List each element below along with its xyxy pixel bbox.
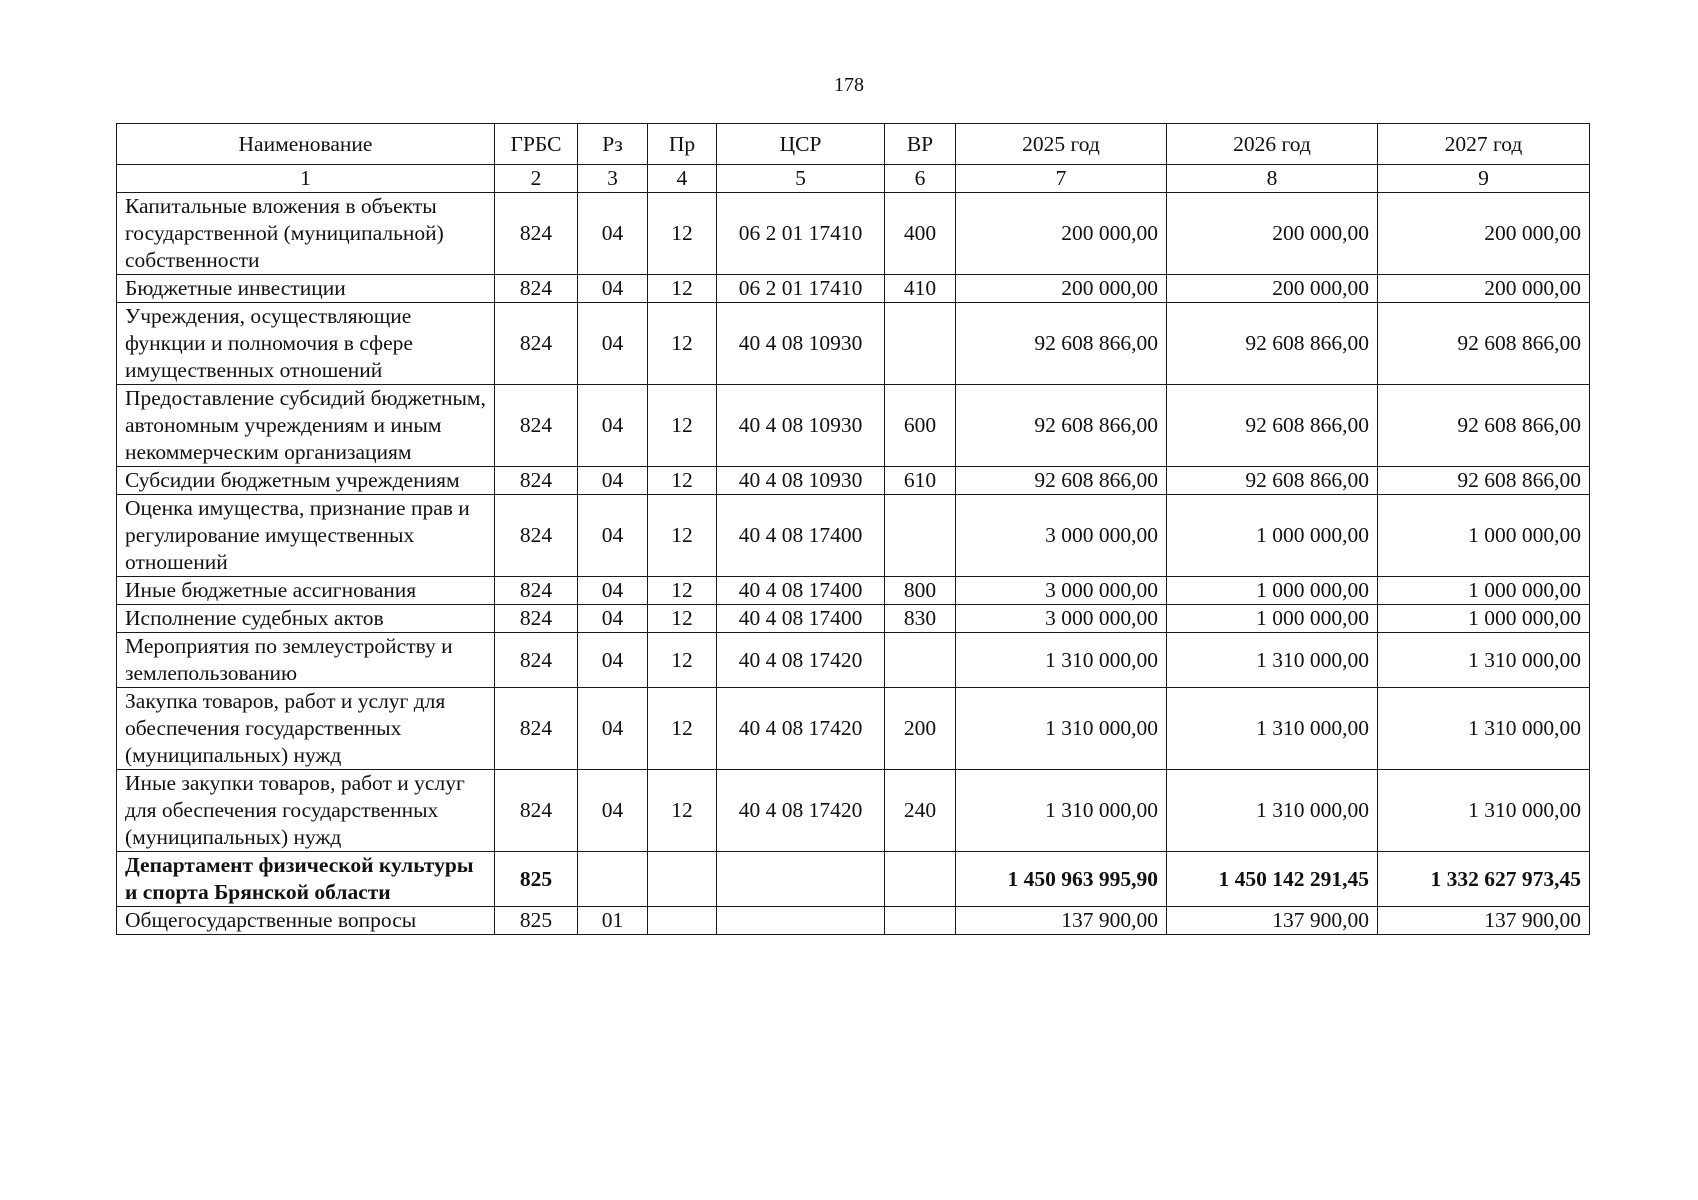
table-row bbox=[117, 907, 1590, 935]
cell-amount-2027: 200 000,00 bbox=[1378, 193, 1590, 275]
cell-amount-2027: 1 000 000,00 bbox=[1378, 605, 1590, 633]
table-row bbox=[117, 467, 1590, 495]
cell-rz: 04 bbox=[578, 385, 648, 467]
table-row bbox=[117, 605, 1590, 633]
header-2025: 2025 год bbox=[956, 124, 1167, 165]
table-row bbox=[117, 303, 1590, 385]
header-pr: Пр bbox=[648, 124, 717, 165]
cell-name: Общегосударственные вопросы bbox=[117, 907, 495, 935]
cell-amount-2025: 3 000 000,00 bbox=[956, 495, 1167, 577]
cell-vr: 600 bbox=[885, 385, 956, 467]
column-number: 2 bbox=[495, 165, 578, 193]
header-2027: 2027 год bbox=[1378, 124, 1590, 165]
cell-vr: 200 bbox=[885, 688, 956, 770]
cell-amount-2026: 92 608 866,00 bbox=[1167, 467, 1378, 495]
header-vr: ВР bbox=[885, 124, 956, 165]
cell-pr: 12 bbox=[648, 633, 717, 688]
header-name: Наименование bbox=[117, 124, 495, 165]
cell-pr bbox=[648, 852, 717, 907]
cell-amount-2027: 1 000 000,00 bbox=[1378, 577, 1590, 605]
cell-amount-2026: 1 000 000,00 bbox=[1167, 605, 1378, 633]
cell-amount-2025: 1 450 963 995,90 bbox=[956, 852, 1167, 907]
cell-amount-2025: 137 900,00 bbox=[956, 907, 1167, 935]
cell-amount-2025: 1 310 000,00 bbox=[956, 633, 1167, 688]
cell-name: Департамент физической культуры и спорта Брянской области bbox=[117, 852, 495, 907]
table-row bbox=[117, 577, 1590, 605]
table-row bbox=[117, 275, 1590, 303]
column-number: 3 bbox=[578, 165, 648, 193]
cell-csr bbox=[717, 852, 885, 907]
table-row bbox=[117, 688, 1590, 770]
cell-grbs: 824 bbox=[495, 633, 578, 688]
cell-grbs: 824 bbox=[495, 577, 578, 605]
cell-name: Иные бюджетные ассигнования bbox=[117, 577, 495, 605]
header-2026: 2026 год bbox=[1167, 124, 1378, 165]
cell-vr bbox=[885, 907, 956, 935]
cell-pr: 12 bbox=[648, 303, 717, 385]
table-row bbox=[117, 633, 1590, 688]
cell-csr: 40 4 08 10930 bbox=[717, 303, 885, 385]
header-grbs: ГРБС bbox=[495, 124, 578, 165]
header-csr: ЦСР bbox=[717, 124, 885, 165]
cell-grbs: 824 bbox=[495, 275, 578, 303]
cell-name: Предоставление субсидий бюджетным, автономным учреждениям и иным некоммерческим организациям bbox=[117, 385, 495, 467]
cell-amount-2026: 200 000,00 bbox=[1167, 275, 1378, 303]
cell-amount-2026: 1 450 142 291,45 bbox=[1167, 852, 1378, 907]
header-row bbox=[117, 124, 1590, 165]
cell-vr bbox=[885, 633, 956, 688]
cell-rz: 04 bbox=[578, 605, 648, 633]
cell-csr: 06 2 01 17410 bbox=[717, 193, 885, 275]
cell-grbs: 824 bbox=[495, 193, 578, 275]
cell-amount-2025: 1 310 000,00 bbox=[956, 770, 1167, 852]
cell-rz: 04 bbox=[578, 770, 648, 852]
column-number: 6 bbox=[885, 165, 956, 193]
cell-pr bbox=[648, 907, 717, 935]
cell-amount-2027: 92 608 866,00 bbox=[1378, 303, 1590, 385]
cell-amount-2026: 1 310 000,00 bbox=[1167, 633, 1378, 688]
cell-vr bbox=[885, 303, 956, 385]
cell-amount-2027: 1 310 000,00 bbox=[1378, 688, 1590, 770]
cell-amount-2026: 1 310 000,00 bbox=[1167, 770, 1378, 852]
column-number: 4 bbox=[648, 165, 717, 193]
cell-name: Закупка товаров, работ и услуг для обеспечения государственных (муниципальных) нужд bbox=[117, 688, 495, 770]
cell-name: Мероприятия по землеустройству и землепользованию bbox=[117, 633, 495, 688]
cell-grbs: 824 bbox=[495, 688, 578, 770]
table-row bbox=[117, 852, 1590, 907]
cell-csr: 40 4 08 10930 bbox=[717, 467, 885, 495]
budget-table bbox=[116, 123, 1590, 935]
cell-pr: 12 bbox=[648, 193, 717, 275]
cell-rz: 04 bbox=[578, 303, 648, 385]
cell-amount-2026: 1 000 000,00 bbox=[1167, 495, 1378, 577]
cell-amount-2026: 200 000,00 bbox=[1167, 193, 1378, 275]
header-rz: Рз bbox=[578, 124, 648, 165]
cell-amount-2027: 1 310 000,00 bbox=[1378, 770, 1590, 852]
cell-amount-2027: 200 000,00 bbox=[1378, 275, 1590, 303]
cell-rz bbox=[578, 852, 648, 907]
cell-rz: 01 bbox=[578, 907, 648, 935]
cell-vr bbox=[885, 852, 956, 907]
table-row bbox=[117, 385, 1590, 467]
cell-pr: 12 bbox=[648, 385, 717, 467]
cell-amount-2026: 1 000 000,00 bbox=[1167, 577, 1378, 605]
cell-rz: 04 bbox=[578, 688, 648, 770]
cell-grbs: 824 bbox=[495, 495, 578, 577]
cell-csr: 40 4 08 17400 bbox=[717, 577, 885, 605]
cell-vr: 240 bbox=[885, 770, 956, 852]
cell-csr: 06 2 01 17410 bbox=[717, 275, 885, 303]
cell-name: Иные закупки товаров, работ и услуг для обеспечения государственных (муниципальных) нужд bbox=[117, 770, 495, 852]
cell-pr: 12 bbox=[648, 688, 717, 770]
cell-amount-2027: 137 900,00 bbox=[1378, 907, 1590, 935]
cell-amount-2027: 1 310 000,00 bbox=[1378, 633, 1590, 688]
cell-grbs: 825 bbox=[495, 907, 578, 935]
cell-grbs: 824 bbox=[495, 385, 578, 467]
cell-grbs: 824 bbox=[495, 770, 578, 852]
table-row bbox=[117, 495, 1590, 577]
cell-grbs: 824 bbox=[495, 467, 578, 495]
cell-rz: 04 bbox=[578, 633, 648, 688]
table-row bbox=[117, 193, 1590, 275]
cell-grbs: 824 bbox=[495, 303, 578, 385]
cell-csr: 40 4 08 17420 bbox=[717, 688, 885, 770]
cell-amount-2026: 137 900,00 bbox=[1167, 907, 1378, 935]
cell-amount-2027: 92 608 866,00 bbox=[1378, 467, 1590, 495]
cell-name: Исполнение судебных актов bbox=[117, 605, 495, 633]
cell-csr: 40 4 08 17400 bbox=[717, 605, 885, 633]
cell-amount-2027: 1 332 627 973,45 bbox=[1378, 852, 1590, 907]
column-number: 9 bbox=[1378, 165, 1590, 193]
cell-csr: 40 4 08 10930 bbox=[717, 385, 885, 467]
cell-amount-2027: 92 608 866,00 bbox=[1378, 385, 1590, 467]
column-number: 5 bbox=[717, 165, 885, 193]
cell-vr: 830 bbox=[885, 605, 956, 633]
cell-amount-2026: 92 608 866,00 bbox=[1167, 303, 1378, 385]
cell-amount-2025: 200 000,00 bbox=[956, 275, 1167, 303]
table-body bbox=[117, 193, 1590, 935]
cell-pr: 12 bbox=[648, 577, 717, 605]
cell-rz: 04 bbox=[578, 495, 648, 577]
cell-rz: 04 bbox=[578, 467, 648, 495]
cell-grbs: 825 bbox=[495, 852, 578, 907]
page-number: 178 bbox=[834, 74, 864, 96]
column-number-row bbox=[117, 165, 1590, 193]
cell-vr: 800 bbox=[885, 577, 956, 605]
cell-amount-2026: 92 608 866,00 bbox=[1167, 385, 1378, 467]
cell-name: Субсидии бюджетным учреждениям bbox=[117, 467, 495, 495]
cell-pr: 12 bbox=[648, 275, 717, 303]
cell-amount-2025: 3 000 000,00 bbox=[956, 577, 1167, 605]
cell-csr bbox=[717, 907, 885, 935]
cell-amount-2025: 1 310 000,00 bbox=[956, 688, 1167, 770]
cell-vr: 400 bbox=[885, 193, 956, 275]
cell-amount-2027: 1 000 000,00 bbox=[1378, 495, 1590, 577]
cell-amount-2025: 3 000 000,00 bbox=[956, 605, 1167, 633]
cell-pr: 12 bbox=[648, 467, 717, 495]
cell-vr: 410 bbox=[885, 275, 956, 303]
cell-name: Оценка имущества, признание прав и регулирование имущественных отношений bbox=[117, 495, 495, 577]
cell-pr: 12 bbox=[648, 605, 717, 633]
cell-csr: 40 4 08 17420 bbox=[717, 633, 885, 688]
cell-name: Учреждения, осуществляющие функции и полномочия в сфере имущественных отношений bbox=[117, 303, 495, 385]
cell-amount-2025: 92 608 866,00 bbox=[956, 385, 1167, 467]
cell-csr: 40 4 08 17420 bbox=[717, 770, 885, 852]
column-number: 7 bbox=[956, 165, 1167, 193]
cell-csr: 40 4 08 17400 bbox=[717, 495, 885, 577]
cell-vr bbox=[885, 495, 956, 577]
cell-pr: 12 bbox=[648, 495, 717, 577]
cell-pr: 12 bbox=[648, 770, 717, 852]
column-number: 1 bbox=[117, 165, 495, 193]
cell-amount-2026: 1 310 000,00 bbox=[1167, 688, 1378, 770]
cell-grbs: 824 bbox=[495, 605, 578, 633]
cell-name: Бюджетные инвестиции bbox=[117, 275, 495, 303]
cell-rz: 04 bbox=[578, 275, 648, 303]
cell-amount-2025: 92 608 866,00 bbox=[956, 467, 1167, 495]
cell-name: Капитальные вложения в объекты государственной (муниципальной) собственности bbox=[117, 193, 495, 275]
cell-rz: 04 bbox=[578, 577, 648, 605]
cell-amount-2025: 200 000,00 bbox=[956, 193, 1167, 275]
cell-vr: 610 bbox=[885, 467, 956, 495]
cell-amount-2025: 92 608 866,00 bbox=[956, 303, 1167, 385]
cell-rz: 04 bbox=[578, 193, 648, 275]
column-number: 8 bbox=[1167, 165, 1378, 193]
table-row bbox=[117, 770, 1590, 852]
